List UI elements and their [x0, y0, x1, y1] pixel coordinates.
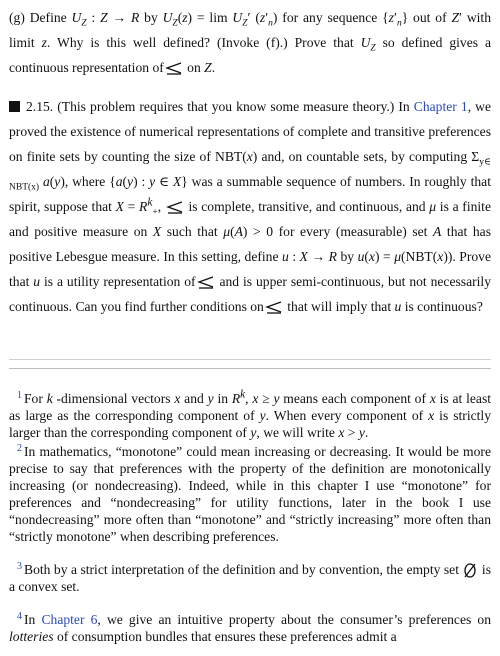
text: → — [107, 10, 131, 25]
math: x — [429, 391, 436, 406]
text: is at least as large as the corresponding component of — [9, 391, 492, 423]
math: x — [428, 408, 435, 423]
text: is a utility representation of — [40, 274, 196, 289]
text: , — [157, 199, 162, 214]
math: U — [232, 10, 243, 25]
text: } out of — [401, 10, 452, 25]
footnote-number[interactable]: 4 — [17, 611, 22, 622]
math-sub: Z — [81, 18, 87, 29]
math: z — [182, 10, 188, 25]
math: y — [54, 174, 61, 189]
text: and — [180, 391, 208, 406]
text: , we give an intuitive property about the consumer’s preferences on — [97, 612, 491, 627]
math: X — [115, 199, 124, 214]
math: A — [433, 224, 442, 239]
math: μ — [429, 199, 437, 214]
math: a — [42, 174, 50, 189]
exercise-2-15 — [9, 94, 491, 319]
text: of consumption bundles that ensures these preferences admit a — [53, 629, 397, 644]
math: lotteries — [9, 629, 54, 644]
text: is a convex set. — [9, 562, 491, 594]
text: > — [344, 425, 359, 440]
math: u — [282, 249, 289, 264]
text: ), where { — [60, 174, 116, 189]
text: . Why is this well defined? (Invoke (f).) Prove that — [46, 35, 361, 50]
math-sup: k — [240, 388, 246, 401]
text: )). Prove that — [9, 249, 491, 289]
text: ≥ — [258, 391, 274, 406]
text: ( — [364, 249, 369, 264]
exercise-marker-icon — [9, 101, 20, 112]
text: ( — [122, 174, 128, 189]
math: u — [33, 274, 41, 289]
footnote-number[interactable]: 1 — [17, 390, 22, 401]
math: y — [127, 174, 134, 189]
text: ) = lim — [187, 10, 233, 25]
text: and is upper semi-continuous, but not necessarily continuous. Can you find further conditions on — [9, 274, 491, 314]
text: → — [307, 249, 329, 264]
math: Z — [100, 10, 108, 25]
text: In mathematics, “monotone” could mean increasing or decreasing. It would be more precise to say that preferences with the property of the definition are monotonically increasing (or nondecreasing). Indeed, while in this chapter I use “monotone” for preferences and “nondecreasing” for utility functions, later in the book I use “nondecreasing” more often than “monotone” and “strictly increasing” more often than “strictly monotone” when describing preferences. — [9, 444, 491, 544]
text: In — [24, 612, 42, 627]
math-sub: Z — [172, 18, 178, 29]
math: y — [259, 408, 266, 423]
text: ∈ — [155, 174, 173, 189]
math: X — [152, 224, 162, 239]
chapter-6-link[interactable]: Chapter 6 — [41, 612, 98, 627]
math: y — [250, 425, 257, 440]
math: x — [252, 391, 259, 406]
text: : — [288, 249, 300, 264]
math-sub: y∈ NBT(x) — [9, 157, 492, 193]
text: (g) Define — [9, 10, 72, 25]
chapter-1-link[interactable]: Chapter 1 — [413, 99, 468, 114]
text: ′ — [265, 10, 269, 25]
math: z — [388, 10, 394, 25]
math: X — [172, 174, 182, 189]
text: . — [364, 425, 369, 440]
text: . When every component of — [265, 408, 429, 423]
math: U — [360, 35, 371, 50]
math: U — [71, 10, 82, 25]
math-sub: n — [396, 18, 402, 29]
text: -dimensional vectors — [52, 391, 175, 406]
text: ′ ( — [247, 10, 260, 25]
math: R — [139, 199, 148, 214]
text: 2.15. (This problem requires that you know some measure theory.) In — [26, 99, 414, 114]
preference-relation-icon — [196, 275, 216, 289]
text: } was a summable sequence of numbers. In roughly that spirit, suppose that — [9, 174, 491, 214]
preference-relation-icon — [264, 300, 284, 314]
text: ) for any sequence { — [272, 10, 389, 25]
text: (NBT( — [401, 249, 438, 264]
math: R — [328, 249, 337, 264]
text: that will imply that — [283, 299, 395, 314]
text: by — [139, 10, 163, 25]
math: y — [207, 391, 214, 406]
math: x — [437, 249, 444, 264]
text: ) : — [133, 174, 150, 189]
exercise-part-g — [9, 5, 491, 80]
footnote-number[interactable]: 2 — [17, 443, 22, 454]
math: x — [338, 425, 345, 440]
text: ′ — [393, 10, 397, 25]
math: x — [246, 149, 253, 164]
text: in — [213, 391, 232, 406]
text: ) and, on countable sets, by computing Σ — [252, 149, 480, 164]
math-sub: + — [152, 207, 158, 218]
math: μ — [394, 249, 402, 264]
text: ) = — [374, 249, 395, 264]
text: , we will write — [256, 425, 339, 440]
text: is a finite and positive measure on — [9, 199, 491, 239]
text: that has positive Lebesgue measure. In this setting, define — [9, 224, 492, 264]
footnote-2 — [9, 443, 491, 545]
math: μ — [223, 224, 231, 239]
text: by — [336, 249, 358, 264]
math: x — [174, 391, 181, 406]
math-sub: n — [268, 18, 273, 29]
math: k — [46, 391, 53, 406]
text: For — [24, 391, 47, 406]
text: on — [183, 60, 205, 75]
empty-set-icon — [462, 562, 478, 578]
text: ( — [230, 224, 235, 239]
math: Z — [451, 10, 460, 25]
text: . — [211, 60, 216, 75]
math: y — [273, 391, 280, 406]
math: R — [130, 10, 140, 25]
math: X — [299, 249, 308, 264]
math: z — [259, 10, 266, 25]
math: x — [368, 249, 375, 264]
math: y — [149, 174, 156, 189]
footnote-number[interactable]: 3 — [17, 561, 22, 572]
text: is complete, transitive, and continuous, and — [184, 199, 430, 214]
math: y — [358, 425, 365, 440]
text: ′ with limit — [9, 10, 492, 50]
math: Z — [204, 60, 212, 75]
preference-relation-icon — [164, 61, 184, 75]
footnote-4 — [9, 611, 491, 645]
math-sub: Z — [370, 43, 376, 54]
math: R — [231, 391, 241, 406]
preference-relation-icon — [165, 200, 185, 214]
footnote-3 — [9, 561, 491, 595]
math: U — [162, 10, 173, 25]
footnote-1 — [9, 390, 491, 441]
footnotes-divider — [9, 368, 491, 369]
divider — [9, 359, 491, 360]
text: = — [123, 199, 139, 214]
math: u — [394, 299, 402, 314]
text: ) > 0 for every (measurable) set — [242, 224, 434, 239]
text: Both by a strict interpretation of the definition and by convention, the empty set — [24, 562, 459, 577]
text: ( — [177, 10, 183, 25]
text: means each component of — [279, 391, 430, 406]
text: is strictly larger than the corresponding component of — [9, 408, 491, 440]
text: so defined gives a continuous representation of — [9, 35, 491, 75]
text: such that — [161, 224, 224, 239]
math-sup: k — [147, 196, 153, 209]
text: , — [245, 391, 253, 406]
math: z — [41, 35, 47, 50]
text: is continuous? — [401, 299, 483, 314]
math-sub: Z — [242, 18, 248, 29]
text: ( — [49, 174, 55, 189]
math: A — [234, 224, 243, 239]
text: : — [86, 10, 101, 25]
math: a — [115, 174, 123, 189]
text: , we proved the existence of numerical representations of complete and transitive preferences on finite sets by counting the size of NBT( — [9, 99, 492, 164]
math: u — [357, 249, 365, 264]
